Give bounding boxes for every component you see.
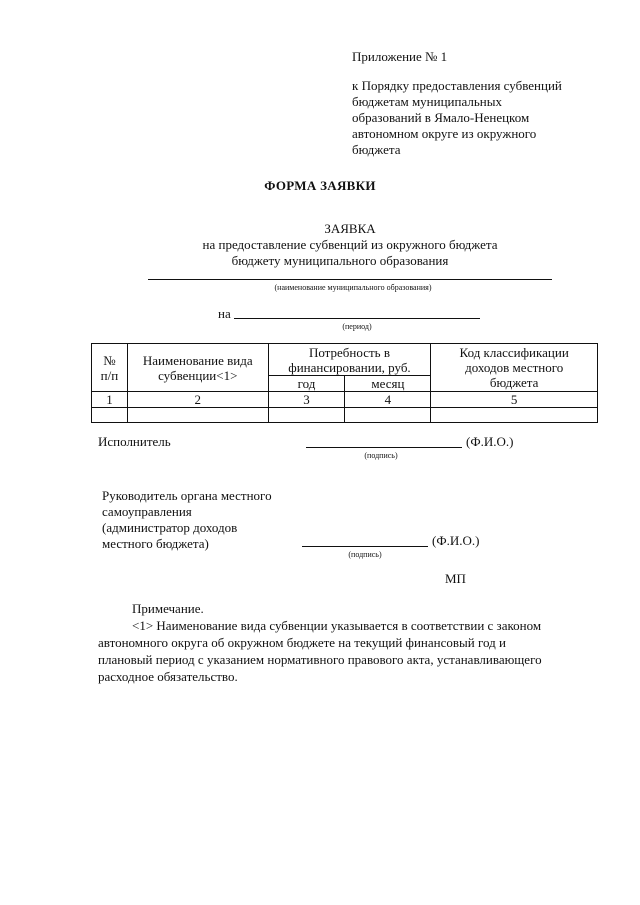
form-title: ФОРМА ЗАЯВКИ xyxy=(264,178,376,193)
appendix-line: образований в Ямало-Ненецком xyxy=(352,110,530,125)
col-header-name-line1: Наименование вида xyxy=(142,352,253,368)
col-number-2: 2 xyxy=(127,392,268,408)
head-fio: (Ф.И.О.) xyxy=(432,533,480,548)
executor-signature-line[interactable] xyxy=(306,447,462,448)
head-signature-caption: (подпись) xyxy=(348,550,382,559)
municipality-caption: (наименование муниципального образования) xyxy=(274,283,432,292)
col-header-name-line2: субвенции<1> xyxy=(158,367,238,383)
note xyxy=(98,600,602,685)
head-label xyxy=(102,488,272,552)
note-text-line: автономного округа об окружном бюджете на текущий финансовый год и xyxy=(98,635,506,650)
head-label-line: (администратор доходов xyxy=(102,520,238,535)
period-prefix: на xyxy=(218,306,231,321)
request-subtitle-2: бюджету муниципального образования xyxy=(231,253,449,268)
col-header-code-line1: Код классификации xyxy=(459,345,569,360)
head-label-line: Руководитель органа местного xyxy=(102,488,272,503)
period-line[interactable] xyxy=(234,318,480,319)
municipality-line[interactable] xyxy=(148,279,552,280)
col-header-num-line1: № xyxy=(103,352,116,368)
col-header-num-line2: п/п xyxy=(100,367,119,383)
executor-fio: (Ф.И.О.) xyxy=(466,434,514,449)
col-header-num xyxy=(92,344,128,392)
table-cell-empty[interactable] xyxy=(92,408,128,423)
col-header-code-line3: бюджета xyxy=(489,375,539,390)
col-header-code xyxy=(431,344,598,392)
stamp-label: МП xyxy=(445,571,466,586)
appendix-line: бюджета xyxy=(352,142,401,157)
executor-label: Исполнитель xyxy=(98,434,171,449)
appendix-line: бюджетам муниципальных xyxy=(352,94,502,109)
col-header-year: год xyxy=(268,376,345,392)
head-label-line: самоуправления xyxy=(102,504,192,519)
col-header-month: месяц xyxy=(345,376,431,392)
note-text-line: плановый период с указанием нормативного правового акта, устанавливающего xyxy=(98,652,542,667)
col-number-1: 1 xyxy=(92,392,128,408)
col-number-5: 5 xyxy=(431,392,598,408)
col-header-need xyxy=(268,344,431,376)
request-subtitle-1: на предоставление субвенций из окружного бюджета xyxy=(202,237,498,252)
request-table xyxy=(91,343,598,423)
note-text-line: расходное обязательство. xyxy=(98,669,238,684)
col-number-4: 4 xyxy=(345,392,431,408)
head-signature-line[interactable] xyxy=(302,546,428,547)
col-number-3: 3 xyxy=(268,392,345,408)
period-caption: (период) xyxy=(342,322,372,331)
appendix-reference xyxy=(352,78,612,158)
note-title: Примечание. xyxy=(132,601,204,616)
appendix-line: автономном округе из окружного xyxy=(352,126,537,141)
head-label-line: местного бюджета) xyxy=(102,536,209,551)
request-title: ЗАЯВКА xyxy=(324,221,376,236)
appendix-line: к Порядку предоставления субвенций xyxy=(352,78,562,93)
table-cell-empty[interactable] xyxy=(345,408,431,423)
col-header-code-line2: доходов местного xyxy=(465,360,564,375)
note-text-line: <1> Наименование вида субвенции указывается в соответствии с законом xyxy=(132,618,542,633)
col-header-need-line1: Потребность в xyxy=(308,344,390,360)
table-cell-empty[interactable] xyxy=(127,408,268,423)
col-header-need-line2: финансировании, руб. xyxy=(288,359,411,375)
executor-signature-caption: (подпись) xyxy=(364,451,398,460)
table-cell-empty[interactable] xyxy=(268,408,345,423)
appendix-title: Приложение № 1 xyxy=(352,49,448,64)
table-cell-empty[interactable] xyxy=(431,408,598,423)
col-header-name xyxy=(127,344,268,392)
